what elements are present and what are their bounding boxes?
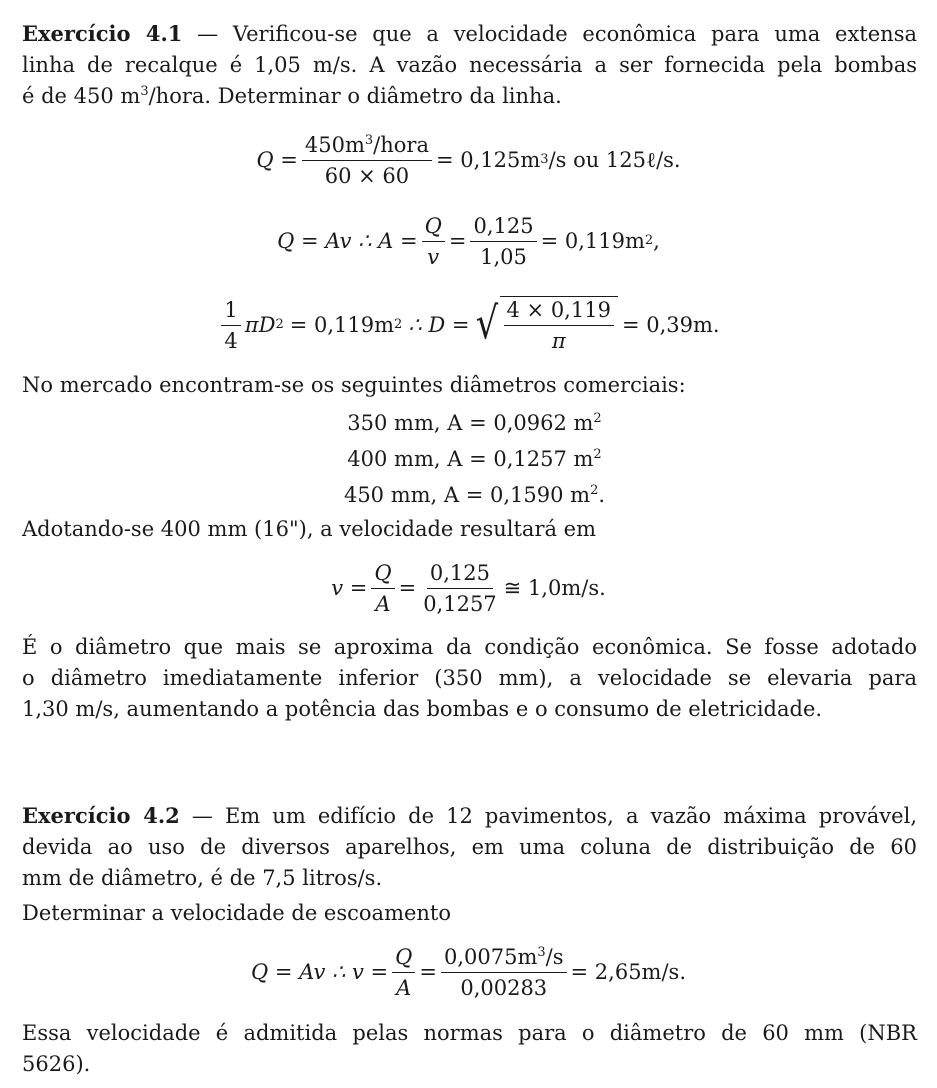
ex1-title: Exercício 4.1 — [22, 21, 183, 46]
diameter-option-350: 350 mm, A = 0,0962 $m^2$ — [347, 411, 602, 435]
ex1-conclusion: É o diâmetro que mais se aproxima da condição econômica. Se fosse adotado o diâmetro imediatamente inferior (350 mm), a velocidade se elevaria para 1,30 m/s, aumentando a potência das bombas e o consumo de eletricidade. — [22, 635, 917, 721]
ex2-title: Exercício 4.2 — [22, 803, 180, 828]
adopt-text: Adotando-se 400 mm (16"), a velocidade resultará em — [22, 517, 597, 541]
square-root: √ $\frac{4 \times 0,119}{\pi}$ — [473, 296, 617, 354]
equation-flow-rate: Q = $\frac{450m^3/hora}{60 \times 60}$ = 0,125m 3 /s ou 125ℓ/s. — [256, 132, 681, 188]
equation-ex2-velocity: Q = Av ∴ v = $\frac{Q}{A}$ = $\frac{0,0075m^3/s}{0,00283}$ = 2,65m/s. — [250, 944, 687, 1000]
ex2-conclusion: Essa velocidade é admitida pelas normas para o diâmetro de 60 mm (NBR 5626). — [22, 1021, 917, 1076]
market-text: No mercado encontram-se os seguintes diâmetros comerciais: — [22, 373, 686, 397]
ex1-intro: Exercício 4.1 — Verificou-se que a velocidade econômica para uma extensa linha de recalque é 1,05 m/s. A vazão necessária a ser fornecida pela bombas é de 450 $m^3$/hora. Determinar o diâmetro da linha. — [22, 21, 917, 108]
equation-velocity: v = $\frac{Q}{A}$ = $\frac{0,125}{0,1257}$ ≅ 1,0m/s. — [331, 560, 606, 616]
diameter-option-400: 400 mm, A = 0,1257 $m^2$ — [347, 447, 602, 471]
diameter-option-450: 450 mm, A = 0,1590 $m^2$. — [343, 483, 606, 507]
ex2-question: Determinar a velocidade de escoamento — [22, 901, 452, 925]
equation-area: Q = Av ∴ A = $\frac{Q}{v}$ = $\frac{0,125}{1,05}$ = 0,119m 2 , — [277, 213, 660, 269]
equation-diameter: $\frac{1}{4}$ πD 2 = 0,119m 2 ∴ D = √ $\frac{4 \times 0,119}{\pi}$ = 0,39m. — [0, 290, 937, 360]
ex2-intro: Exercício 4.2 — Em um edifício de 12 pavimentos, a vazão máxima provável, devida ao uso de diversos aparelhos, em uma coluna de distribuição de 60 mm de diâmetro, é de 7,5 litros/s. — [22, 803, 917, 890]
